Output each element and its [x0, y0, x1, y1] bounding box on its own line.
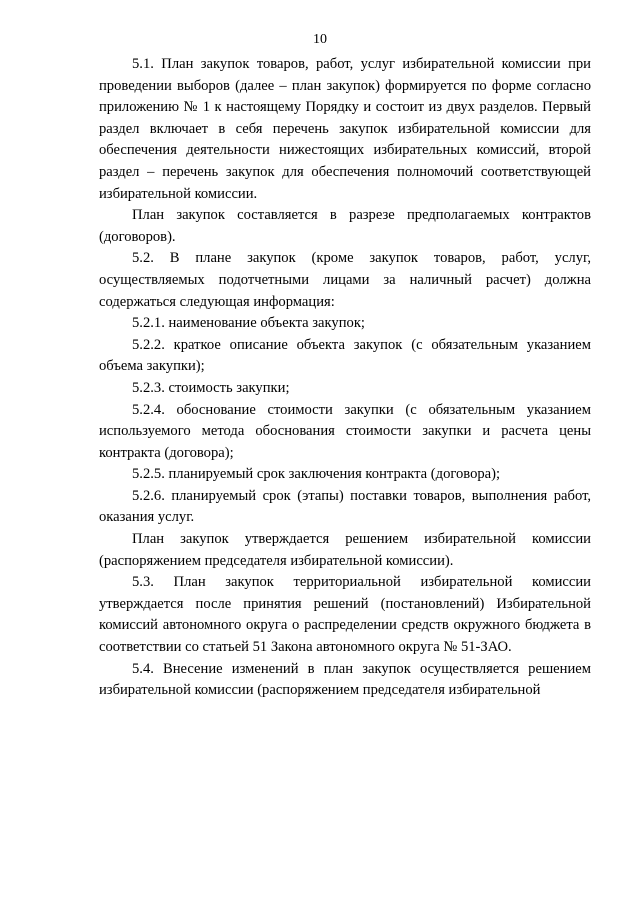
- paragraph-5-2-2: 5.2.2. краткое описание объекта закупок (с обязательным указанием объема закупки);: [99, 336, 591, 375]
- paragraph-5-2-4: 5.2.4. обоснование стоимости закупки (с обязательным указанием используемого метода обоснования стоимости закупки и расчета цены контракта (договора);: [99, 401, 591, 461]
- paragraph-5-2-6: 5.2.6. планируемый срок (этапы) поставки товаров, выполнения работ, оказания услуг.: [99, 487, 591, 526]
- document-body: [99, 54, 591, 702]
- paragraph-5-2-1: 5.2.1. наименование объекта закупок;: [132, 315, 365, 332]
- paragraph-5-4: 5.4. Внесение изменений в план закупок осуществляется решением избирательной комиссии (распоряжением председателя избирательной: [99, 660, 591, 699]
- paragraph-5-2-5: 5.2.5. планируемый срок заключения контракта (договора);: [132, 466, 501, 483]
- page-number: 10: [313, 32, 327, 47]
- paragraph-5-2-3: 5.2.3. стоимость закупки;: [132, 379, 290, 396]
- paragraph-5-1: 5.1. План закупок товаров, работ, услуг избирательной комиссии при проведении выборов (далее – план закупок) формируется по форме согласно приложению № 1 к настоящему Порядку и состоит из двух разделов. Первый раздел включает в себя перечень закупок избирательной комиссии для обеспечения деятельности нижестоящих избирательных комиссий, второй раздел – перечень закупок для обеспечения полномочий соответствующей избирательной комиссии.: [99, 56, 591, 202]
- paragraph-5-2: 5.2. В плане закупок (кроме закупок товаров, работ, услуг, осуществляемых подотчетными лицами за наличный расчет) должна содержаться следующая информация:: [99, 250, 591, 310]
- paragraph-5-3: 5.3. План закупок территориальной избирательной комиссии утверждается после принятия решений (постановлений) Избирательной комиссий автономного округа о распределении средств окружного бюджета в соответствии со статьей 51 Закона автономного округа № 51-ЗАО.: [99, 574, 591, 656]
- paragraph-plan-approval: План закупок утверждается решением избирательной комиссии (распоряжением председателя избирательной комиссии).: [99, 531, 591, 569]
- paragraph-plan-contracts: План закупок составляется в разрезе предполагаемых контрактов (договоров).: [99, 207, 591, 245]
